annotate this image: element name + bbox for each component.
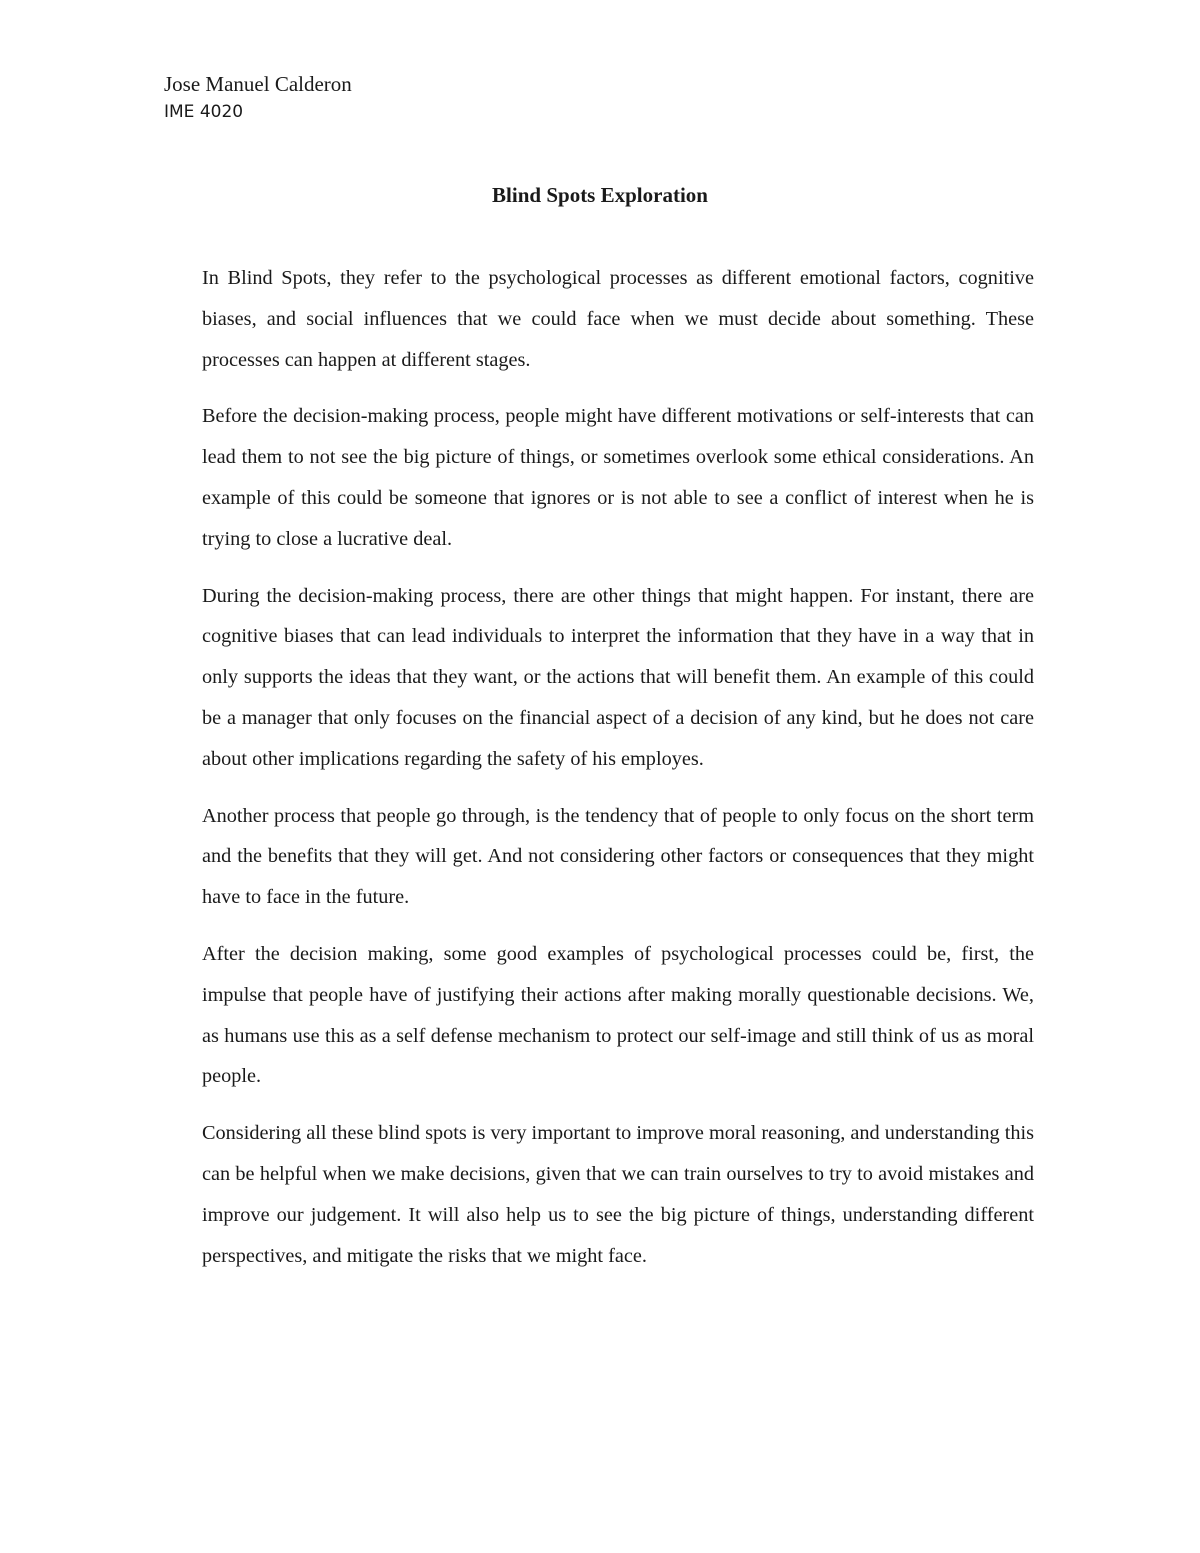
paragraph: Another process that people go through, is the tendency that of people to only focus on the short term and the benefits that they will get. And not considering other factors or consequences that they might have to face in the future. — [202, 804, 1034, 909]
paragraph: After the decision making, some good examples of psychological processes could be, first, the impulse that people have of justifying their actions after making morally questionable decisions. We, as humans use this as a self defense mechanism to protect our self-image and still think of us as moral people. — [202, 942, 1034, 1088]
author-name: Jose Manuel Calderon — [164, 72, 352, 96]
paragraph: In Blind Spots, they refer to the psychological processes as different emotional factors, cognitive biases, and social influences that we could face when we must decide about something. These processes can happen at different stages. — [202, 267, 1034, 371]
paragraph: During the decision-making process, there are other things that might happen. For instant, there are cognitive biases that can lead individuals to interpret the information that they have in a way that in only supports the ideas that they want, or the actions that will benefit them. An example of this could be a manager that only focuses on the financial aspect of a decision of any kind, but he does not care about other implications regarding the safety of his employes. — [202, 584, 1034, 770]
paragraph: Before the decision-making process, people might have different motivations or self-interests that can lead them to not see the big picture of things, or sometimes overlook some ethical considerations. An example of this could be someone that ignores or is not able to see a conflict of interest when he is trying to close a lucrative deal. — [202, 405, 1034, 550]
document-title: Blind Spots Exploration — [492, 183, 708, 207]
document-body — [202, 258, 1034, 1276]
course-code: IME 4020 — [164, 102, 244, 122]
paragraph: Considering all these blind spots is very important to improve moral reasoning, and understanding this can be helpful when we make decisions, given that we can train ourselves to try to avoid mistakes and improve our judgement. It will also help us to see the big picture of things, understanding different perspectives, and mitigate the risks that we might face. — [202, 1122, 1034, 1267]
